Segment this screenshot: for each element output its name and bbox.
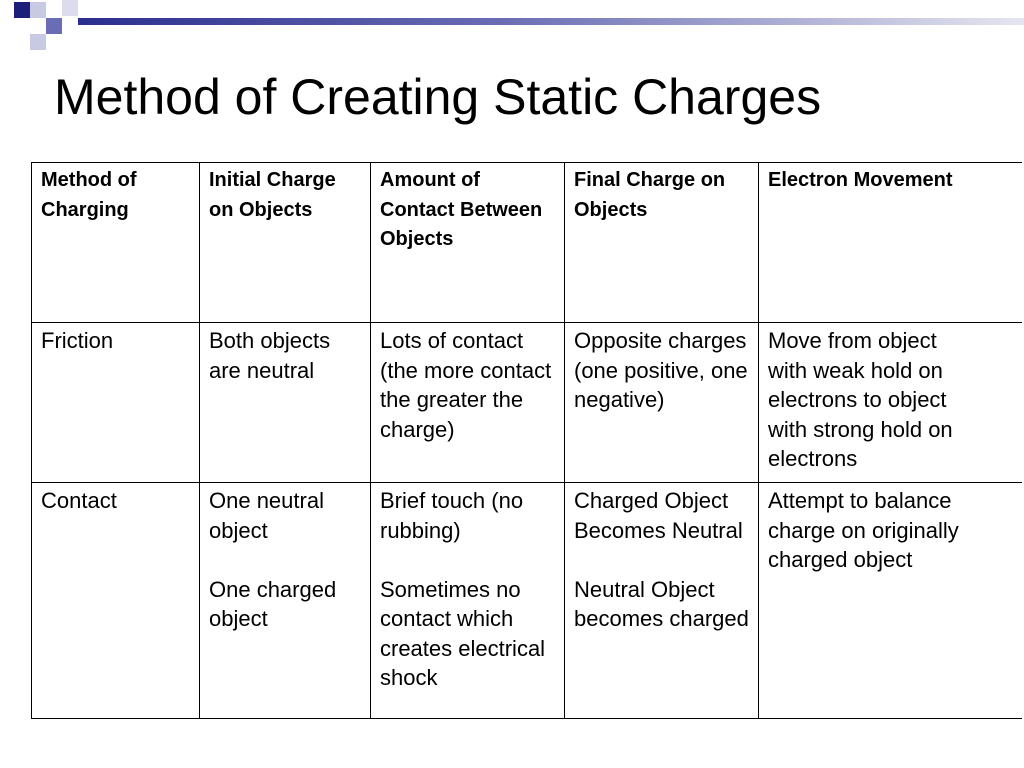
cell-initial-charge [200, 323, 371, 483]
deco-square-pale [62, 0, 78, 16]
cell-final-charge [565, 483, 759, 719]
cell-text: Attempt to balance charge on originally charged object [768, 488, 959, 572]
deco-square-mid [46, 18, 62, 34]
header-method: Method of Charging [32, 163, 200, 323]
cell-method: Friction [32, 323, 200, 483]
deco-square-dark [14, 2, 30, 18]
header-electron-movement: Electron Movement [759, 163, 1022, 323]
header-gradient-bar [78, 18, 1024, 25]
table-header-row [32, 163, 1022, 323]
cell-text: Charged Object Becomes Neutral [574, 488, 743, 543]
cell-method: Contact [32, 483, 200, 719]
deco-square-light [30, 2, 46, 18]
cell-text: Both objects are neutral [209, 328, 331, 383]
header-amount-of-contact: Amount of Contact Between Objects [371, 163, 565, 323]
cell-text: Neutral Object becomes charged [574, 576, 749, 631]
header-initial-charge: Initial Charge on Objects [200, 163, 371, 323]
cell-text: Brief touch (no rubbing) [380, 488, 524, 543]
cell-text: Move from object with weak hold on electrons to object with strong hold on electrons [768, 328, 953, 471]
cell-text: Lots of contact (the more contact the greater the charge) [380, 328, 552, 442]
cell-amount-of-contact [371, 483, 565, 719]
cell-final-charge [565, 323, 759, 483]
cell-electron-movement [759, 483, 1022, 719]
cell-text: Opposite charges (one positive, one negative) [574, 328, 748, 412]
slide-title: Method of Creating Static Charges [54, 69, 822, 125]
table-row-friction [32, 323, 1022, 483]
header-final-charge: Final Charge on Objects [565, 163, 759, 323]
cell-text: One neutral object [209, 488, 324, 543]
deco-square-light-2 [30, 34, 46, 50]
corner-squares-decoration [0, 0, 90, 70]
cell-text: Sometimes no contact which creates electrical shock [380, 576, 546, 690]
table-row-contact [32, 483, 1022, 719]
static-charges-table [31, 162, 1022, 719]
cell-initial-charge [200, 483, 371, 719]
cell-amount-of-contact [371, 323, 565, 483]
cell-text: One charged object [209, 576, 337, 631]
cell-electron-movement [759, 323, 1022, 483]
